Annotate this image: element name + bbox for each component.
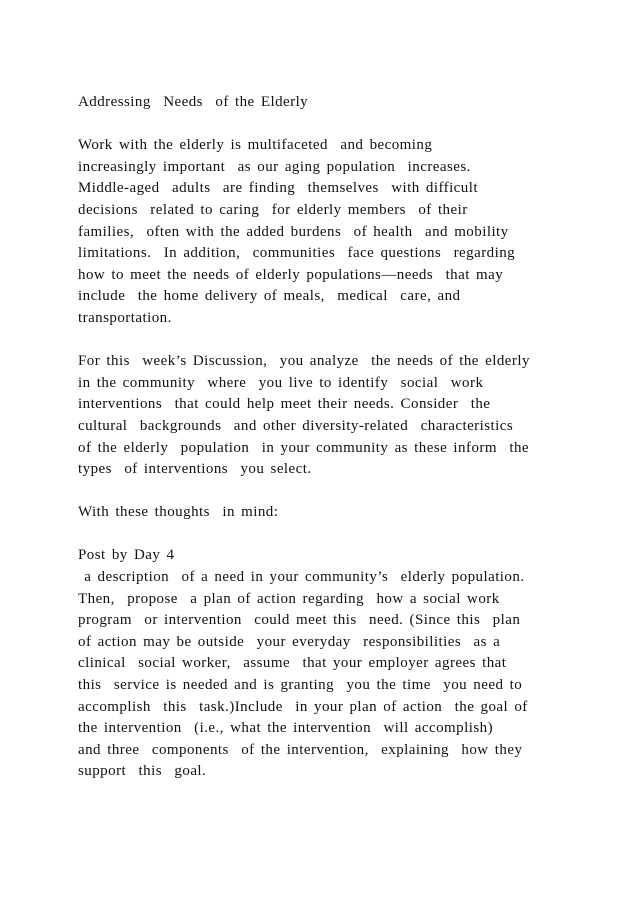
paragraph-thoughts xyxy=(78,502,578,524)
paragraph-line: For this week’s Discussion, you analyze the needs of the elderly xyxy=(78,353,530,370)
document-title xyxy=(78,92,578,114)
paragraph-line: decisions related to caring for elderly members of their xyxy=(78,201,468,218)
paragraph-line: cultural backgrounds and other diversity-related characteristics xyxy=(78,417,514,434)
paragraph-line: of action may be outside your everyday responsibilities as a xyxy=(78,633,501,650)
paragraph-line: transportation. xyxy=(78,309,172,326)
title-text: Addressing Needs of the Elderly xyxy=(78,94,309,110)
paragraph-line: in the community where you live to identify social work xyxy=(78,374,484,391)
paragraph-line: Middle-aged adults are finding themselves with difficult xyxy=(78,180,478,197)
paragraph-line: a description of a need in your community’s elderly population. xyxy=(78,569,525,586)
paragraph-line: Work with the elderly is multifaceted and becoming xyxy=(78,137,433,154)
paragraph-line: families, often with the added burdens of health and mobility xyxy=(78,223,509,240)
paragraph-line: support this goal. xyxy=(78,763,207,780)
paragraph-intro xyxy=(78,135,578,329)
paragraph-line: increasingly important as our aging population increases. xyxy=(78,158,471,175)
paragraph-post-instructions xyxy=(78,545,578,783)
paragraph-line: include the home delivery of meals, medical care, and xyxy=(78,288,461,305)
paragraph-line: this service is needed and is granting you the time you need to xyxy=(78,677,523,694)
paragraph-line: how to meet the needs of elderly populations—needs that may xyxy=(78,266,504,283)
paragraph-line: limitations. In addition, communities face questions regarding xyxy=(78,245,516,262)
document-body xyxy=(78,92,578,805)
paragraph-line: clinical social worker, assume that your employer agrees that xyxy=(78,655,507,672)
paragraph-line: accomplish this task.)Include in your plan of action the goal of xyxy=(78,698,528,715)
paragraph-line: of the elderly population in your community as these inform the xyxy=(78,439,530,456)
paragraph-line: types of interventions you select. xyxy=(78,461,312,478)
paragraph-line: and three components of the intervention, explaining how they xyxy=(78,741,523,758)
paragraph-line: program or intervention could meet this need. (Since this plan xyxy=(78,612,521,629)
paragraph-line: With these thoughts in mind: xyxy=(78,504,279,521)
post-heading: Post by Day 4 xyxy=(78,547,175,564)
paragraph-line: interventions that could help meet their needs. Consider the xyxy=(78,396,491,413)
paragraph-line: the intervention (i.e., what the intervention will accomplish) xyxy=(78,720,494,737)
paragraph-line: Then, propose a plan of action regarding how a social work xyxy=(78,590,500,607)
paragraph-discussion xyxy=(78,351,578,481)
